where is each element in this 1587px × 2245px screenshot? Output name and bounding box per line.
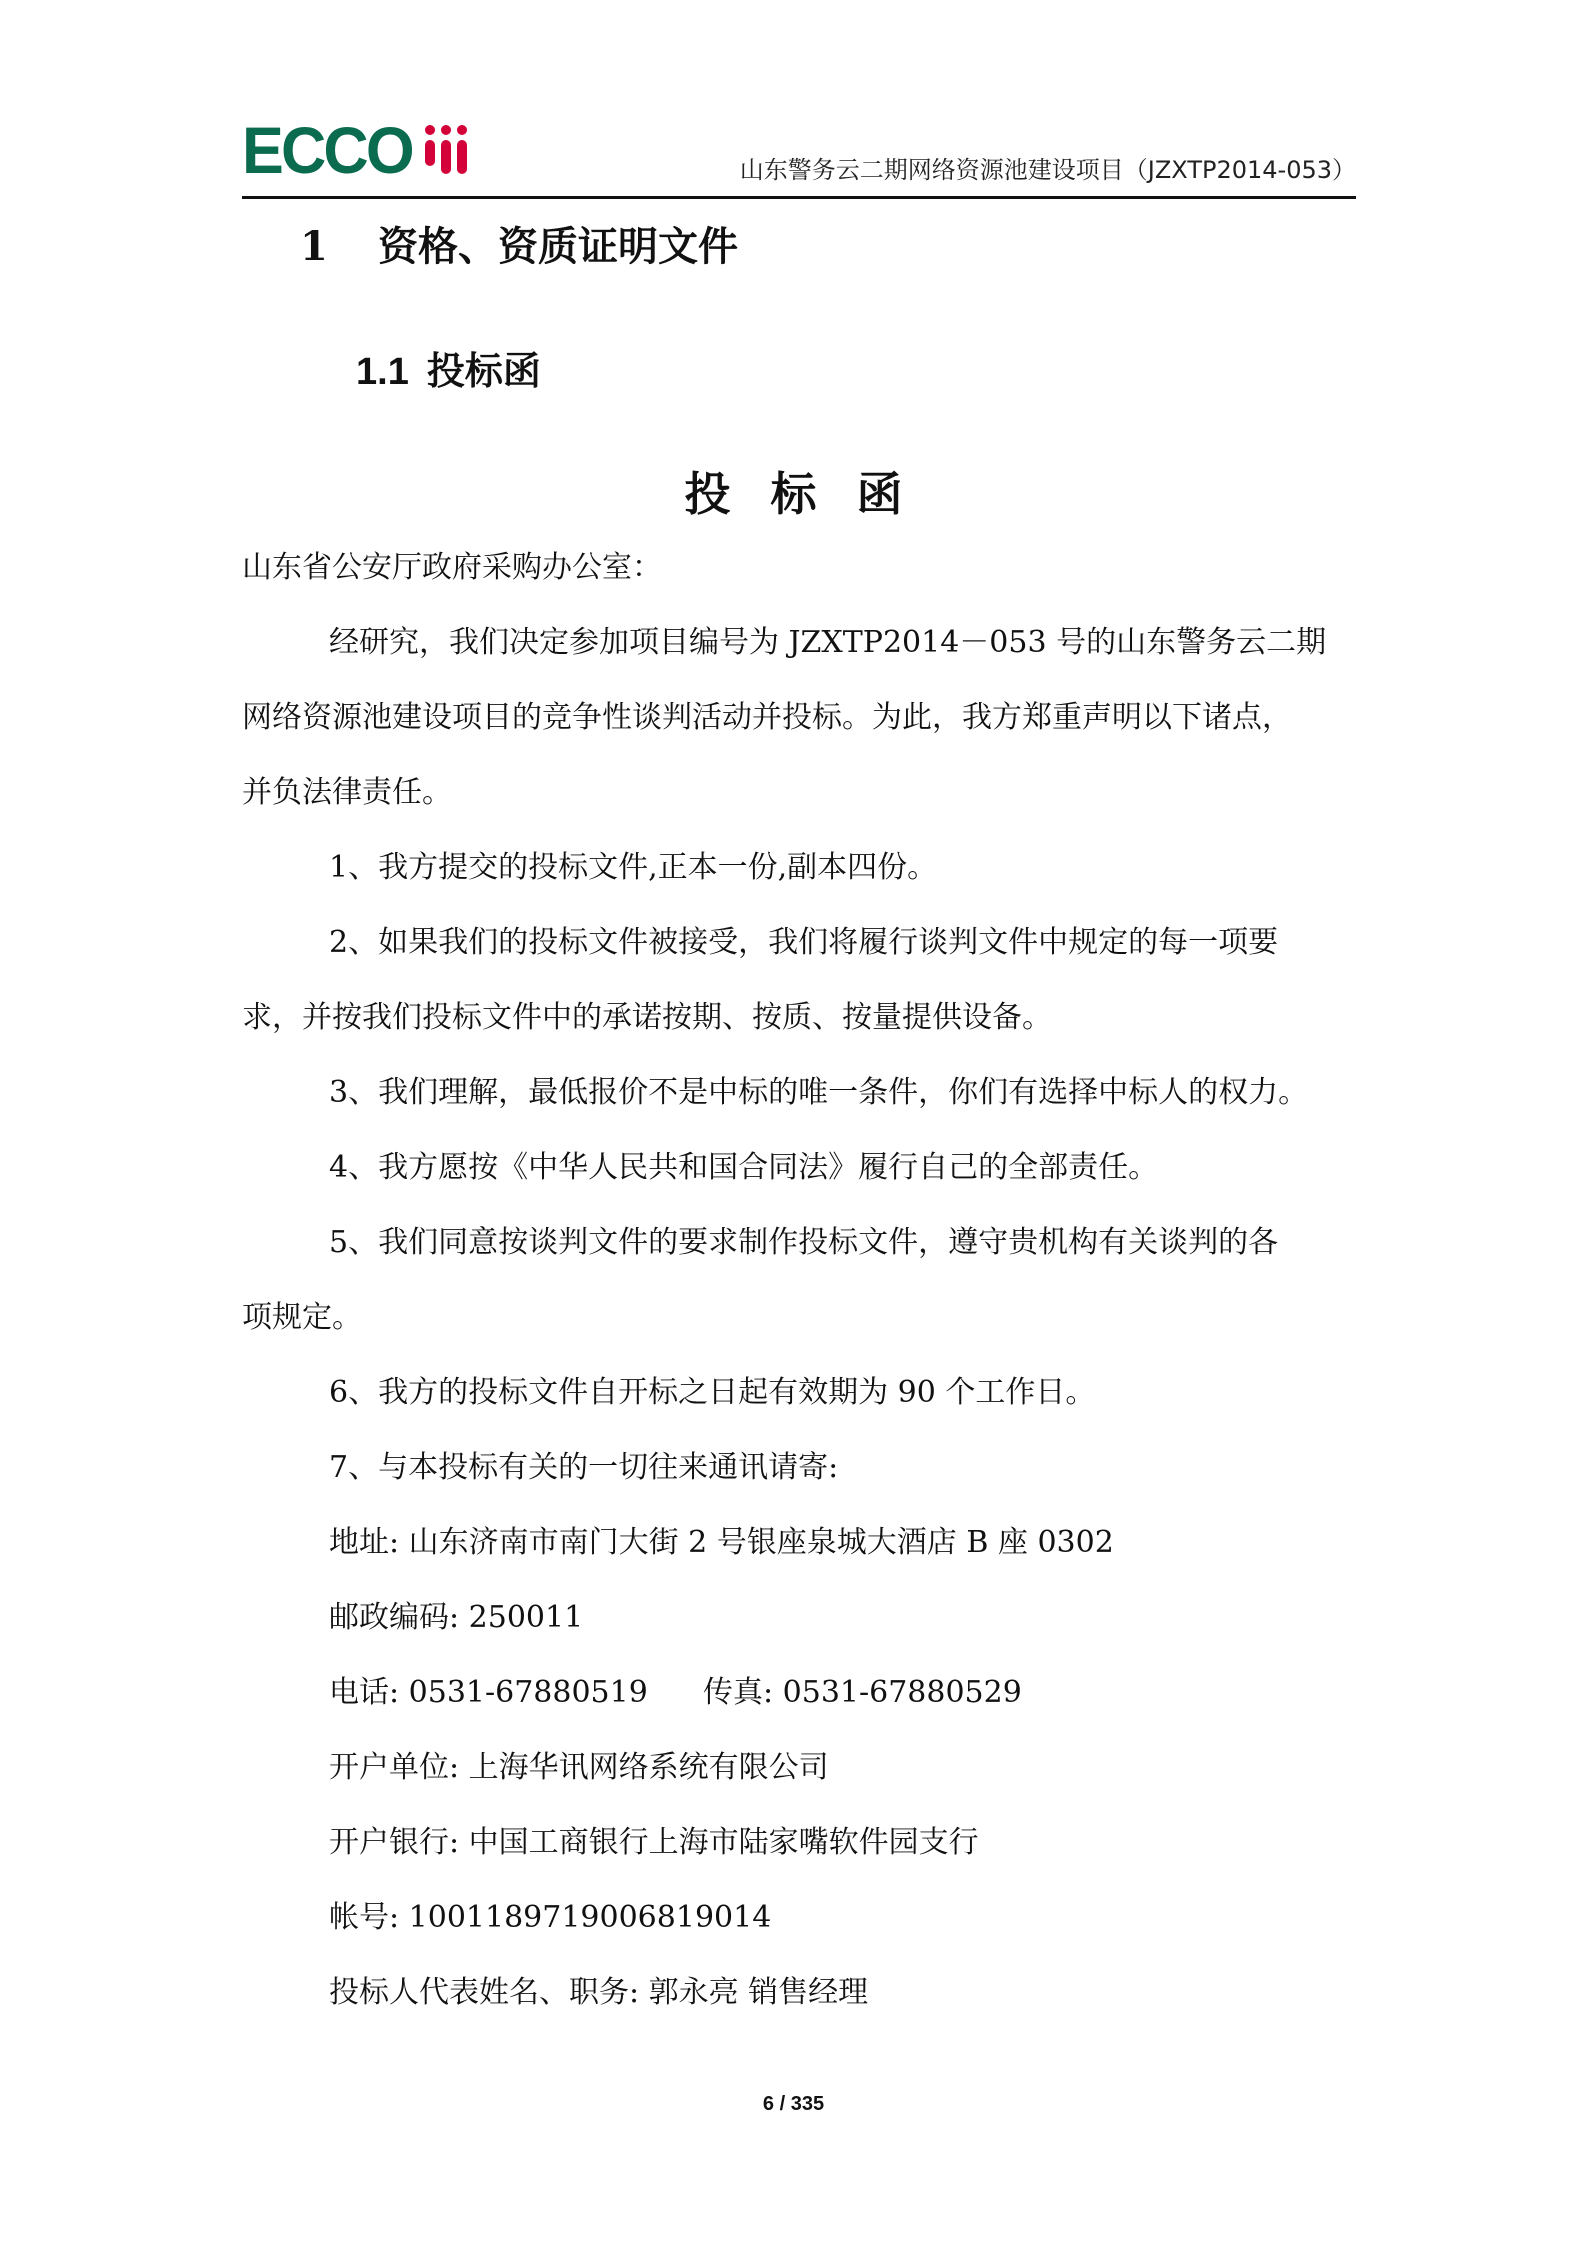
account-unit: 开户单位: 上海华讯网络系统有限公司: [329, 1750, 829, 1785]
account-bank: 开户银行: 中国工商银行上海市陆家嘴软件园支行: [329, 1825, 979, 1860]
salutation: 山东省公安厅政府采购办公室：: [242, 550, 662, 585]
item-1: 1、我方提交的投标文件,正本一份,副本四份。: [329, 850, 938, 885]
item-4: 4、我方愿按《中华人民共和国合同法》履行自己的全部责任。: [329, 1150, 1159, 1185]
representative: 投标人代表姓名、职务: 郭永亮 销售经理: [329, 1975, 869, 2010]
page-number: 6 / 335: [762, 2093, 825, 2115]
phone: 电话: 0531-67880519: [329, 1675, 648, 1710]
intro-line: 网络资源池建设项目的竞争性谈判活动并投标。为此，我方郑重声明以下诸点，: [242, 700, 1292, 735]
postcode: 邮政编码: 250011: [329, 1600, 584, 1635]
contact-line: [242, 1655, 1362, 1730]
item-2-cont: 求，并按我们投标文件中的承诺按期、按质、按量提供设备。: [242, 1000, 1052, 1035]
subsection-heading: [356, 340, 541, 395]
letter-body: [242, 530, 1362, 2030]
item-2: 2、如果我们的投标文件被接受，我们将履行谈判文件中规定的每一项要: [329, 925, 1279, 960]
intro-line: 并负法律责任。: [242, 775, 452, 810]
document-title: 投标函: [684, 467, 943, 521]
item-3: 3、我们理解，最低报价不是中标的唯一条件，你们有选择中标人的权力。: [329, 1075, 1309, 1110]
intro-line: 经研究，我们决定参加项目编号为 JZXTP2014－053 号的山东警务云二期: [329, 625, 1327, 660]
item-7: 7、与本投标有关的一切往来通讯请寄:: [329, 1450, 839, 1485]
section-number: 1: [300, 223, 328, 270]
subsection-title: 投标函: [426, 348, 541, 393]
section-heading: [300, 215, 738, 272]
logo-text: ECCO: [242, 113, 412, 187]
item-6: 6、我方的投标文件自开标之日起有效期为 90 个工作日。: [329, 1375, 1096, 1410]
logo-iii-mark: [425, 140, 467, 174]
header-title: 山东警务云二期网络资源池建设项目（JZXTP2014-053）: [739, 156, 1356, 184]
address: 地址: 山东济南市南门大街 2 号银座泉城大酒店 B 座 0302: [329, 1525, 1114, 1560]
account-number: 帐号: 1001189719006819014: [329, 1900, 772, 1935]
fax: 传真: 0531-67880529: [703, 1675, 1022, 1710]
company-logo: [242, 112, 467, 187]
section-title: 资格、资质证明文件: [378, 223, 738, 270]
item-5: 5、我们同意按谈判文件的要求制作投标文件，遵守贵机构有关谈判的各: [329, 1225, 1279, 1260]
item-5-cont: 项规定。: [242, 1300, 362, 1335]
subsection-number: 1.1: [356, 351, 409, 393]
header-divider: [242, 196, 1356, 199]
